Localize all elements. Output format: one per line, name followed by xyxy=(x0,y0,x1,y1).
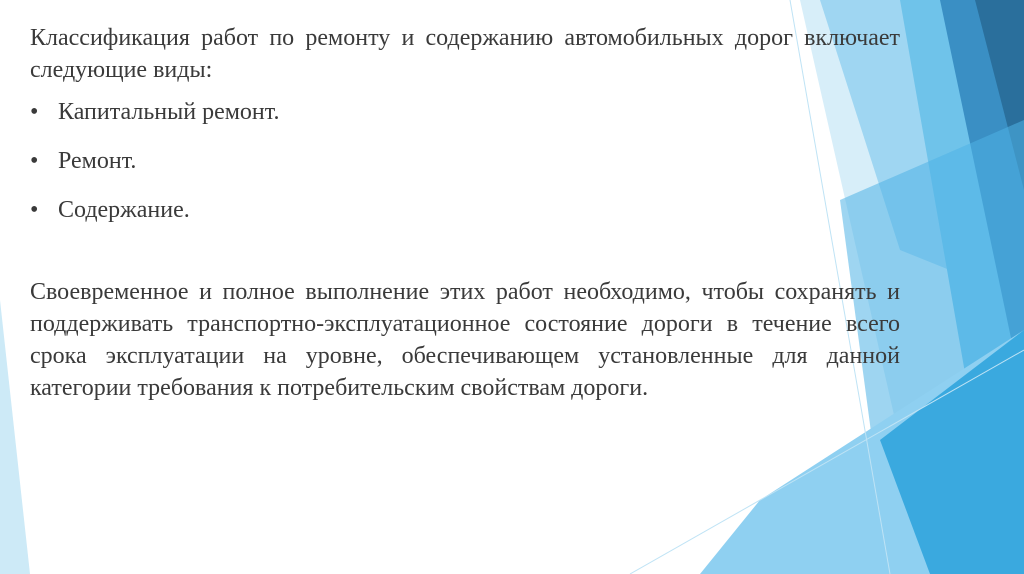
list-item xyxy=(30,194,900,226)
list-item-label: Капитальный ремонт. xyxy=(58,99,280,125)
slide-content xyxy=(30,22,900,404)
left-accent-strip xyxy=(0,300,30,574)
bullet-icon: • xyxy=(30,197,39,223)
work-types-list xyxy=(30,96,900,226)
list-item xyxy=(30,96,900,128)
bullet-icon: • xyxy=(30,148,39,174)
intro-text: Классификация работ по ремонту и содержанию автомобильных дорог включает следующие виды: xyxy=(30,25,900,83)
list-item-label: Ремонт. xyxy=(58,148,137,174)
body-paragraph: Своевременное и полное выполнение этих работ необходимо, чтобы сохранять и поддерживать транспортно-эксплуатационное состояние дороги в течение всего срока эксплуатации на уровне, обеспечивающем установленные для данной категории требования к потребительским свойствам дороги. xyxy=(30,279,900,401)
list-item xyxy=(30,145,900,177)
list-item-label: Содержание. xyxy=(58,197,190,223)
bullet-icon: • xyxy=(30,99,39,125)
